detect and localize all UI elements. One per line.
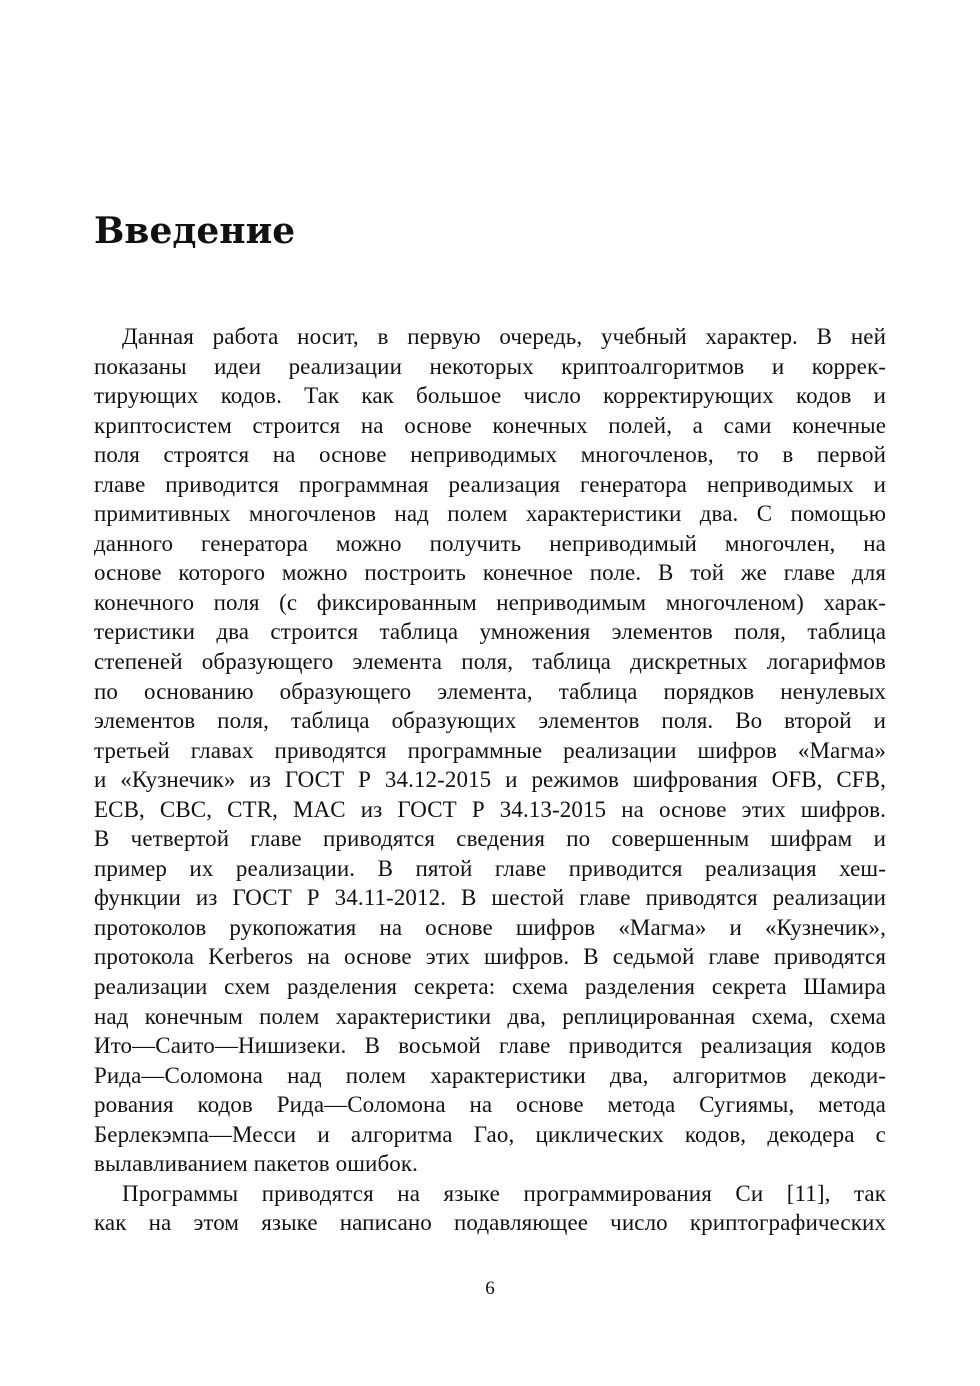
paragraph-1 <box>94 322 886 1179</box>
text-line: показаны идеи реализации некоторых криптоалгоритмов и коррек- <box>94 353 886 379</box>
page-number: 6 <box>485 1278 495 1299</box>
text-line: протокола Kerberos на основе этих шифров. В седьмой главе приводятся <box>94 944 886 970</box>
text-line: как на этом языке написано подавляющее число криптографических <box>94 1210 886 1236</box>
paragraph-2 <box>94 1179 886 1238</box>
chapter-title: Введение <box>94 210 296 252</box>
text-line: функции из ГОСТ Р 34.11-2012. В шестой главе приводятся реализации <box>94 885 886 911</box>
text-line: Ито—Саито—Нишизеки. В восьмой главе приводится реализация кодов <box>94 1033 886 1059</box>
text-line: элементов поля, таблица образующих элементов поля. Во второй и <box>94 708 886 734</box>
text-line: протоколов рукопожатия на основе шифров «Магма» и «Кузнечик», <box>94 914 886 940</box>
text-line: рования кодов Рида—Соломона на основе метода Сугиямы, метода <box>94 1092 886 1118</box>
text-line: теристики два строится таблица умножения элементов поля, таблица <box>94 619 886 645</box>
text-line: конечного поля (с фиксированным неприводимым многочленом) харак- <box>94 589 886 615</box>
text-line: криптосистем строится на основе конечных полей, а сами конечные <box>94 412 886 438</box>
text-line: данного генератора можно получить неприводимый многочлен, на <box>94 530 886 556</box>
text-line: реализации схем разделения секрета: схема разделения секрета Шамира <box>94 974 886 1000</box>
text-line: Программы приводятся на языке программирования Си [11], так <box>122 1180 886 1206</box>
text-line: поля строятся на основе неприводимых многочленов, то в первой <box>94 442 886 468</box>
text-line: третьей главах приводятся программные реализации шифров «Магма» <box>94 737 886 763</box>
text-line: Данная работа носит, в первую очередь, учебный характер. В ней <box>122 324 886 349</box>
text-line: по основанию образующего элемента, таблица порядков ненулевых <box>94 678 886 704</box>
text-line: над конечным полем характеристики два, реплицированная схема, схема <box>94 1003 886 1029</box>
text-line: пример их реализации. В пятой главе приводится реализация хеш- <box>94 855 886 881</box>
text-line: степеней образующего элемента поля, таблица дискретных логарифмов <box>94 649 886 675</box>
text-line: основе которого можно построить конечное поле. В той же главе для <box>94 560 886 586</box>
text-line: Берлекэмпа—Месси и алгоритма Гао, циклических кодов, декодера с <box>94 1121 886 1147</box>
body-text <box>94 322 886 1238</box>
text-line: тирующих кодов. Так как большое число корректирующих кодов и <box>94 383 886 409</box>
text-line: главе приводится программная реализация генератора неприводимых и <box>94 471 886 497</box>
text-line: и «Кузнечик» из ГОСТ Р 34.12-2015 и режимов шифрования OFB, CFB, <box>94 767 886 793</box>
text-line: вылавливанием пакетов ошибок. <box>94 1151 418 1177</box>
text-line: ECB, CBC, CTR, MAC из ГОСТ Р 34.13-2015 на основе этих шифров. <box>94 796 886 822</box>
text-line: примитивных многочленов над полем характеристики два. С помощью <box>94 501 886 527</box>
text-line: Рида—Соломона над полем характеристики два, алгоритмов декоди- <box>94 1062 886 1088</box>
text-line: В четвертой главе приводятся сведения по совершенным шифрам и <box>94 826 886 852</box>
